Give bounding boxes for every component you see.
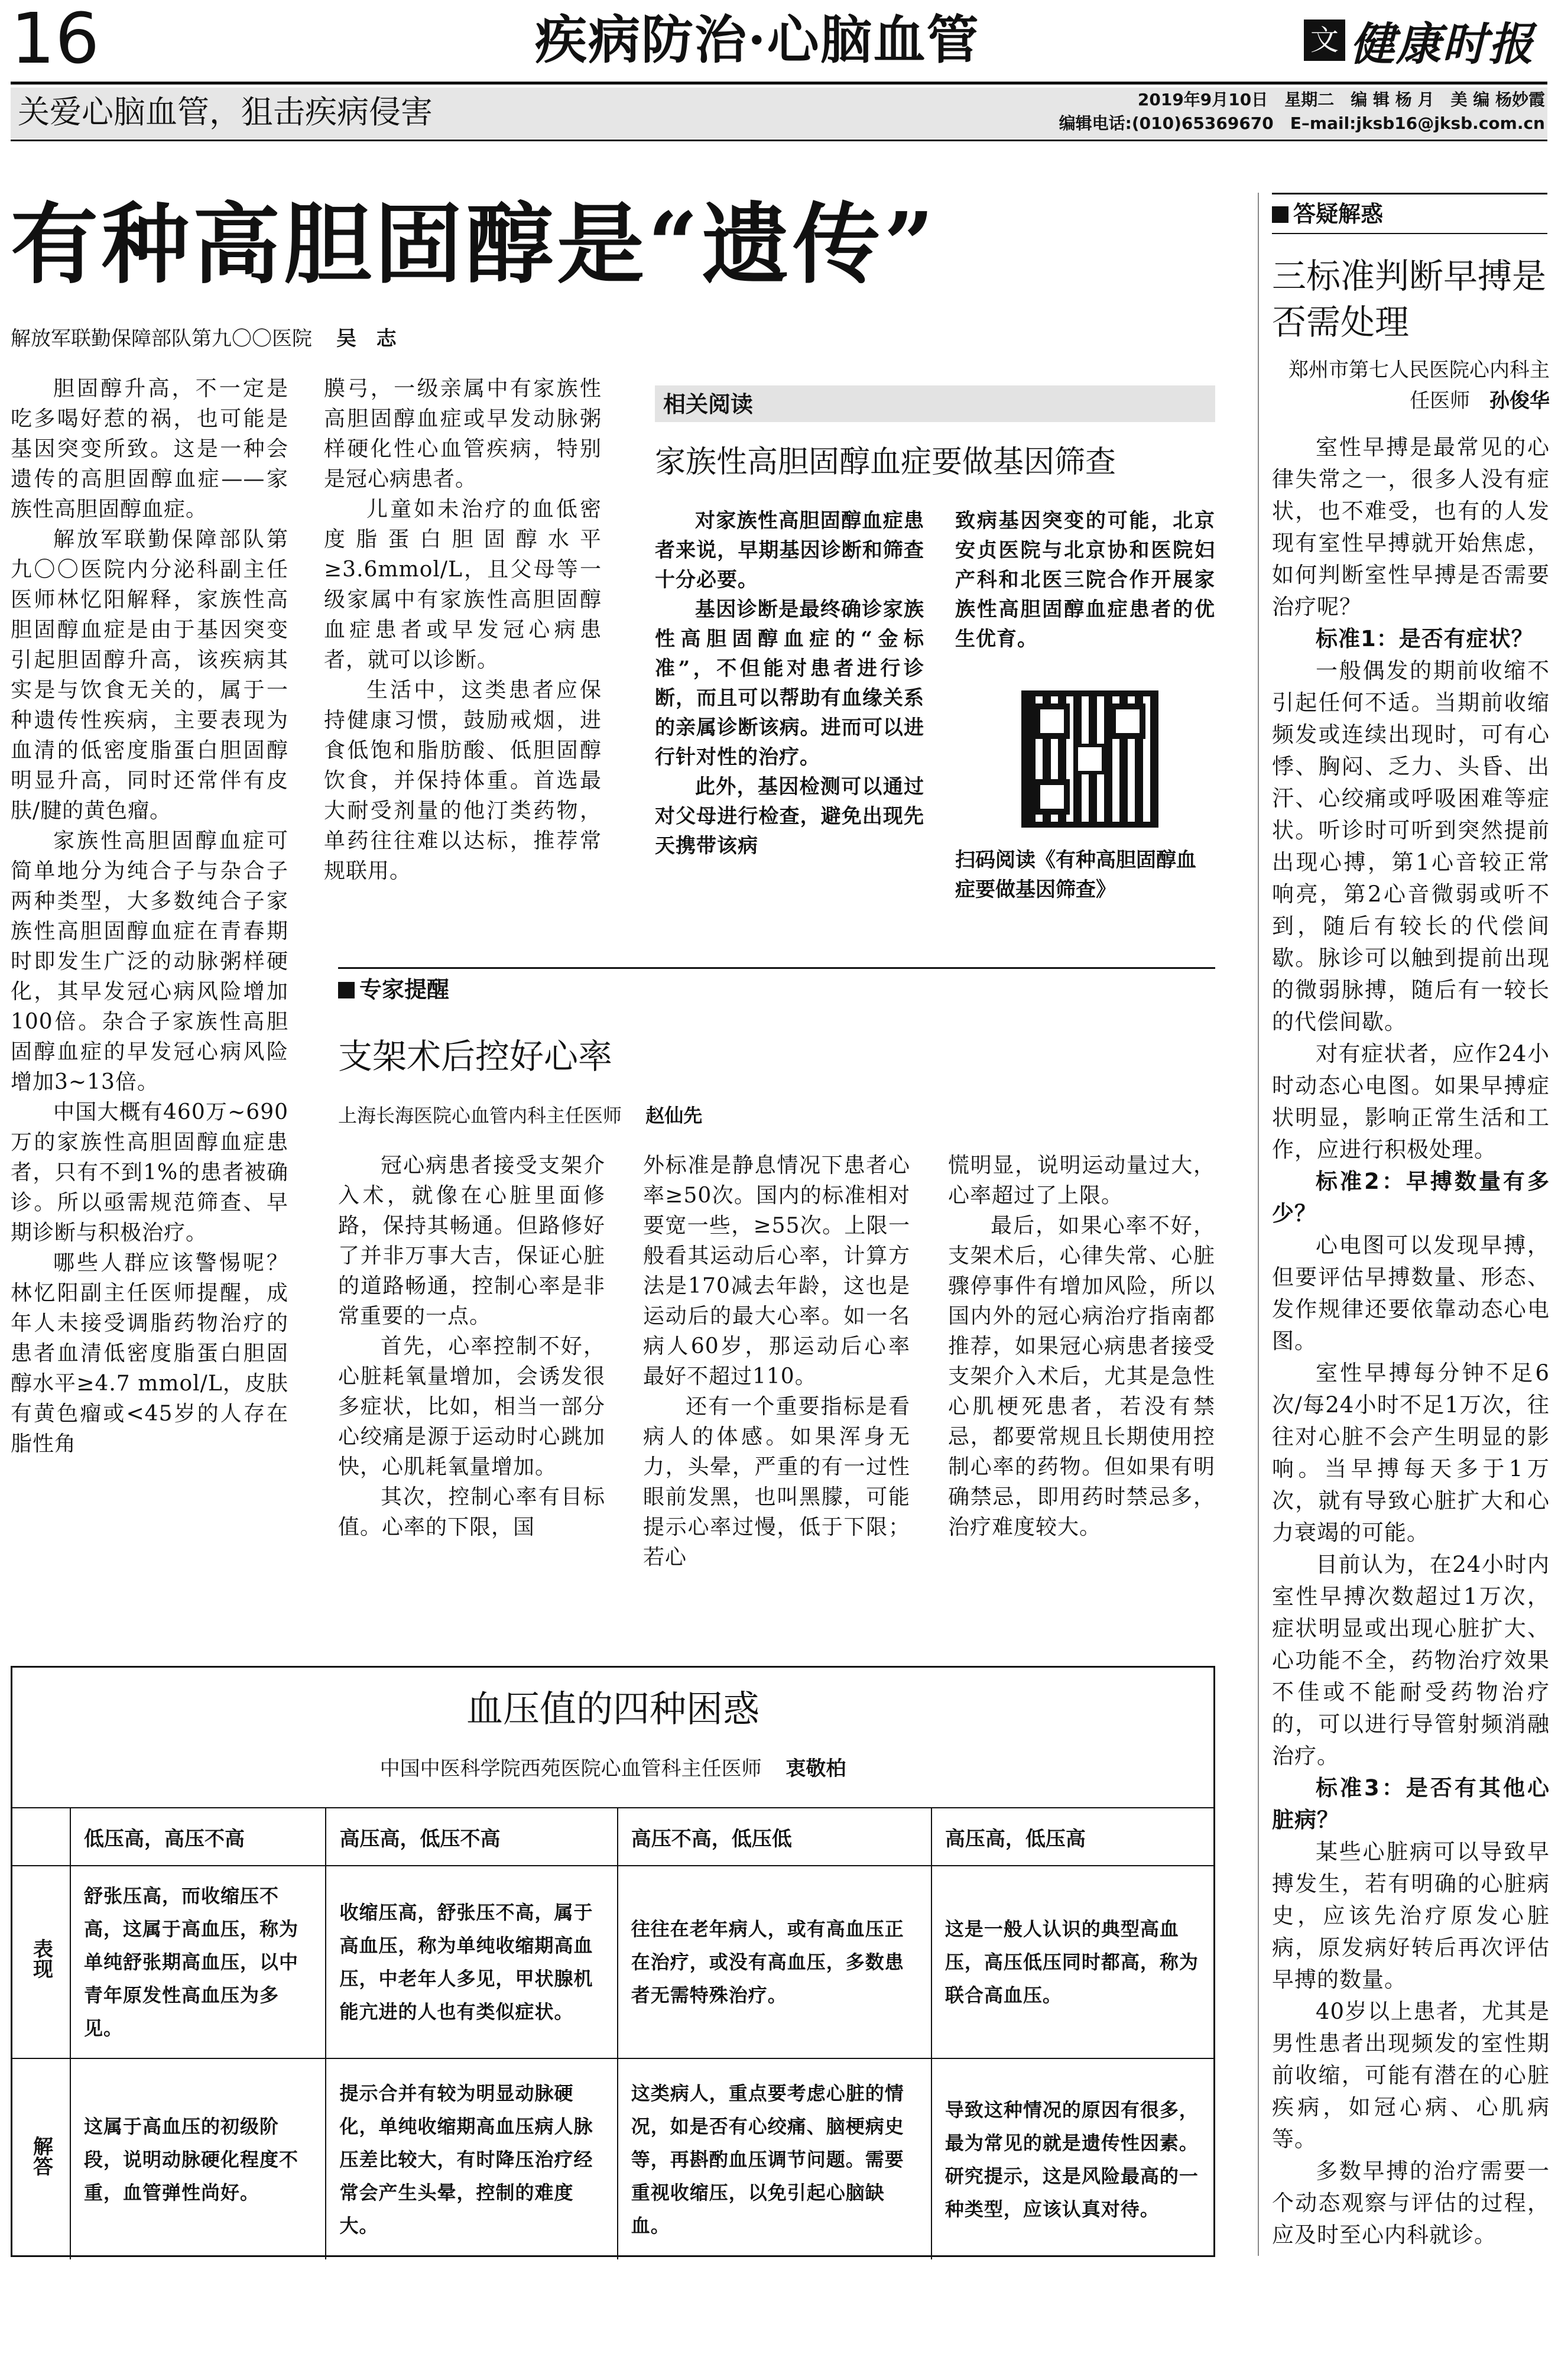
newspaper-logo (1304, 13, 1534, 70)
paragraph: 其次，控制心率有目标值。心率的下限，国 (338, 1485, 605, 1539)
paragraph: 对有症状者，应作24小时动态心电图。如果早搏症状明显，影响正常生活和工作，应进行积极处理。 (1272, 1041, 1550, 1162)
qa-criterion-heading: 标准2：早搏数量有多少？ (1272, 1169, 1550, 1226)
table-header-cell: 高压高，低压不高 (326, 1808, 617, 1866)
related-right-col (955, 506, 1215, 654)
slogan: 关爱心脑血管，狙击疾病侵害 (18, 93, 433, 131)
qa-title: 三标准判断早搏是否需处理 (1272, 256, 1547, 342)
qr-code-icon[interactable] (1021, 690, 1158, 828)
table-header-cell: 高压高，低压高 (931, 1808, 1213, 1866)
qa-byline-org: 郑州市第七人民医院心内科主任医师 (1288, 358, 1550, 413)
paragraph: 首先，心率控制不好，心脏耗氧量增加，会诱发很多症状，比如，相当一部分心绞痛是源于运动时心跳加快，心肌耗氧量增加。 (338, 1334, 605, 1479)
qa-byline (1272, 355, 1550, 416)
date-editor-line: 2019年9月10日 星期二 编 辑 杨 月 美 编 杨妙霞 (1137, 90, 1545, 109)
qa-criterion-heading: 标准3：是否有其他心脏病？ (1272, 1775, 1550, 1833)
paragraph: 对家族性高胆固醇血症患者来说，早期基因诊断和筛查十分必要。 (655, 509, 924, 592)
paragraph: 一般偶发的期前收缩不引起任何不适。当期前收缩频发或连续出现时，可有心悸、胸闷、乏力、头昏、出汗、心绞痛或呼吸困难等症状。听诊时可听到突然提前出现心搏，第1心音较正常响亮，第2心音微弱或听不到，随后有较长的代偿间歇。脉诊可以触到提前出现的微弱脉搏，随后有一较长的代偿间歇。 (1272, 658, 1550, 1035)
related-label: 相关阅读 (663, 391, 754, 417)
expert-rule (338, 967, 1215, 969)
paragraph: 家族性高胆固醇血症可简单地分为纯合子与杂合子两种类型，大多数纯合子家族性高胆固醇血症在青春期时即发生广泛的动脉粥样硬化，其早发冠心病风险增加100倍。杂合子家族性高胆固醇血症的早发冠心病风险增加3~13倍。 (11, 829, 288, 1094)
main-headline: 有种高胆固醇是“遗传” (11, 193, 938, 296)
expert-byline-author: 赵仙先 (645, 1104, 703, 1127)
table-cell: 这属于高血压的初级阶段，说明动脉硬化程度不重，血管弹性尚好。 (70, 2058, 326, 2259)
related-title: 家族性高胆固醇血症要做基因筛查 (655, 445, 1116, 480)
main-byline (11, 324, 397, 354)
paragraph: 还有一个重要指标是看病人的体感。如果浑身无力，头晕，严重的有一过性眼前发黑，也叫黑朦，可能提示心率过慢，低于下限；若心 (643, 1395, 910, 1570)
paragraph: 哪些人群应该警惕呢？林忆阳副主任医师提醒，成年人未接受调脂药物治疗的患者血清低密度脂蛋白胆固醇水平≥4.7 mmol/L，皮肤有黄色瘤或<45岁的人存在脂性角 (11, 1251, 288, 1456)
row-label-symptom: 表现 (12, 1866, 70, 2058)
paragraph: 膜弓，一级亲属中有家族性高胆固醇血症或早发动脉粥样硬化性心血管疾病，特别是冠心病患者。 (324, 377, 602, 491)
main-article-col2 (324, 374, 602, 886)
paragraph: 基因诊断是最终确诊家族性高胆固醇血症的“金标准”，不但能对患者进行诊断，而且可以帮助有血缘关系的亲属诊断该病。进而可以进行针对性的治疗。 (655, 598, 924, 769)
qa-label (1272, 197, 1383, 231)
page-number: 16 (11, 0, 100, 79)
bp-table (12, 1807, 1213, 2259)
bp-byline (12, 1754, 1213, 1784)
contact-line: 编辑电话:(010)65369670 E–mail:jksb16@jksb.com.cn (1059, 114, 1545, 133)
qa-body (1272, 432, 1550, 2251)
table-cell: 这是一般人认识的典型高血压，高压低压同时都高，称为联合高血压。 (931, 1866, 1213, 2058)
paragraph: 40岁以上患者，尤其是男性患者出现频发的室性期前收缩，可能有潜在的心脏疾病，如冠心病、心肌病等。 (1272, 1999, 1550, 2152)
qr-caption: 扫码阅读《有种高胆固醇血症要做基因筛查》 (955, 848, 1196, 902)
table-row (12, 1808, 1213, 1866)
section-title: 疾病防治·心脑血管 (535, 9, 980, 70)
table-header-cell: 高压不高，低压低 (618, 1808, 931, 1866)
table-row (12, 2058, 1213, 2259)
bp-byline-author: 衷敬柏 (786, 1757, 846, 1781)
square-bullet-icon (1272, 206, 1288, 223)
bp-byline-org: 中国中医科学院西苑医院心血管科主任医师 (379, 1757, 762, 1781)
table-header-cell: 低压高，高压不高 (70, 1808, 326, 1866)
bp-title: 血压值的四种困惑 (466, 1687, 759, 1730)
paragraph: 外标准是静息情况下患者心率≥50次。国内的标准相对要宽一些，≥55次。上限一般看其运动后心率，计算方法是170减去年龄，这也是运动后的最大心率。如一名病人60岁，那运动后心率最好不超过110。 (643, 1153, 910, 1389)
qa-criterion-heading: 标准1：是否有症状？ (1316, 626, 1534, 651)
expert-byline (338, 1102, 702, 1129)
expert-label (338, 973, 449, 1006)
paragraph: 室性早搏是最常见的心律失常之一，很多人没有症状，也不难受，也有的人发现有室性早搏就开始焦虑，如何判断室性早搏是否需要治疗呢？ (1272, 435, 1550, 620)
column-divider (1258, 193, 1259, 2256)
paragraph: 心电图可以发现早搏，但要评估早搏数量、形态、发作规律还要依靠动态心电图。 (1272, 1233, 1550, 1354)
main-byline-org: 解放军联勤保障部队第九〇〇医院 (11, 327, 312, 351)
expert-title: 支架术后控好心率 (338, 1036, 613, 1076)
header-rule (11, 82, 1547, 85)
related-left-col (655, 506, 924, 861)
paragraph: 某些心脏病可以导致早搏发生，若有明确的心脏病史，应该先治疗原发心脏病，原发病好转后再次评估早搏的数量。 (1272, 1839, 1550, 1992)
main-article-col1 (11, 374, 288, 1459)
table-cell: 往往在老年病人，或有高血压正在治疗，或没有高血压，多数患者无需特殊治疗。 (618, 1866, 931, 2058)
qa-label-text: 答疑解惑 (1293, 201, 1384, 227)
paragraph: 中国大概有460万~690万的家族性高胆固醇血症患者，只有不到1%的患者被确诊。所以亟需规范筛查、早期诊断与积极治疗。 (11, 1100, 288, 1245)
table-cell: 收缩压高，舒张压不高，属于高血压，称为单纯收缩期高血压，中老年人多见，甲状腺机能亢进的人也有类似症状。 (326, 1866, 617, 2058)
row-label-answer: 解答 (12, 2058, 70, 2259)
paragraph: 致病基因突变的可能，北京安贞医院与北京协和医院妇产科和北医三院合作开展家族性高胆固醇血症患者的优生优育。 (955, 509, 1215, 651)
table-cell: 提示合并有较为明显动脉硬化，单纯收缩期高血压病人脉压差比较大，有时降压治疗经常会产生头晕，控制的难度大。 (326, 2058, 617, 2259)
qa-label-rule (1272, 233, 1547, 234)
paragraph: 生活中，这类患者应保持健康习惯，鼓励戒烟，进食低饱和脂肪酸、低胆固醇饮食，并保持体重。首选最大耐受剂量的他汀类药物，单药往往难以达标，推荐常规联用。 (324, 678, 602, 883)
paragraph: 最后，如果心率不好，支架术后，心律失常、心脏骤停事件有增加风险，所以国内外的冠心病治疗指南都推荐，如果冠心病患者接受支架介入术后，尤其是急性心肌梗死患者，若没有禁忌，都要常规且长期使用控制心率的药物。但如果有明确禁忌，即用药时禁忌多，治疗难度较大。 (948, 1214, 1215, 1539)
table-cell: 这类病人，重点要考虑心脏的情况，如是否有心绞痛、脑梗病史等，再斟酌血压调节问题。需要重视收缩压，以免引起心脑缺血。 (618, 2058, 931, 2259)
qa-rule (1272, 193, 1547, 194)
expert-col3 (948, 1150, 1215, 1542)
square-bullet-icon (338, 982, 355, 998)
paragraph: 多数早搏的治疗需要一个动态观察与评估的过程，应及时至心内科就诊。 (1272, 2158, 1550, 2248)
expert-byline-org: 上海长海医院心血管内科主任医师 (338, 1104, 622, 1127)
slogan-rule (11, 140, 1547, 141)
paragraph: 目前认为，在24小时内室性早搏次数超过1万次，症状明显或出现心脏扩大、心功能不全，药物治疗效果不佳或不能耐受药物治疗的，可以进行导管射频消融治疗。 (1272, 1552, 1550, 1769)
paragraph: 室性早搏每分钟不足6次/每24小时不足1万次，往往对心脏不会产生明显的影响。当早搏每天多于1万次，就有导致心脏扩大和心力衰竭的可能。 (1272, 1360, 1550, 1545)
expert-col2 (643, 1150, 910, 1572)
paragraph: 慌明显，说明运动量过大，心率超过了上限。 (948, 1153, 1215, 1208)
main-byline-author: 吴 志 (336, 327, 397, 351)
expert-col1 (338, 1150, 605, 1542)
paragraph: 解放军联勤保障部队第九〇〇医院内分泌科副主任医师林忆阳解释，家族性高胆固醇血症是由于基因突变引起胆固醇升高，该疾病其实是与饮食无关的，属于一种遗传性疾病，主要表现为血清的低密度脂蛋白胆固醇明显升高，同时还常伴有皮肤/腱的黄色瘤。 (11, 527, 288, 823)
qa-byline-author: 孙俊华 (1489, 389, 1550, 413)
paragraph: 胆固醇升高，不一定是吃多喝好惹的祸，也可能是基因突变所致。这是一种会遗传的高胆固醇血症——家族性高胆固醇血症。 (11, 377, 288, 521)
table-cell: 舒张压高，而收缩压不高，这属于高血压，称为单纯舒张期高血压，以中青年原发性高血压为多见。 (70, 1866, 326, 2058)
table-row (12, 1866, 1213, 2058)
table-cell: 导致这种情况的原因有很多，最为常见的就是遗传性因素。研究提示，这是风险最高的一种类型，应该认真对待。 (931, 2058, 1213, 2259)
bp-table-wrap (12, 1807, 1213, 2259)
paragraph: 此外，基因检测可以通过对父母进行检查，避免出现先天携带该病 (655, 775, 924, 858)
expert-label-text: 专家提醒 (359, 977, 450, 1003)
logo-mark-icon: 文 (1304, 20, 1345, 61)
bp-box (11, 1666, 1215, 2257)
paragraph: 冠心病患者接受支架介入术，就像在心脏里面修路，保持其畅通。但路修好了并非万事大吉，保证心脏的道路畅通，控制心率是非常重要的一点。 (338, 1153, 605, 1328)
paragraph: 儿童如未治疗的血低密度脂蛋白胆固醇水平≥3.6mmol/L，且父母等一级家属中有家族性高胆固醇血症患者或早发冠心病患者，就可以诊断。 (324, 497, 602, 672)
table-corner-cell (12, 1808, 70, 1866)
logo-text: 健康时报 (1350, 17, 1534, 70)
